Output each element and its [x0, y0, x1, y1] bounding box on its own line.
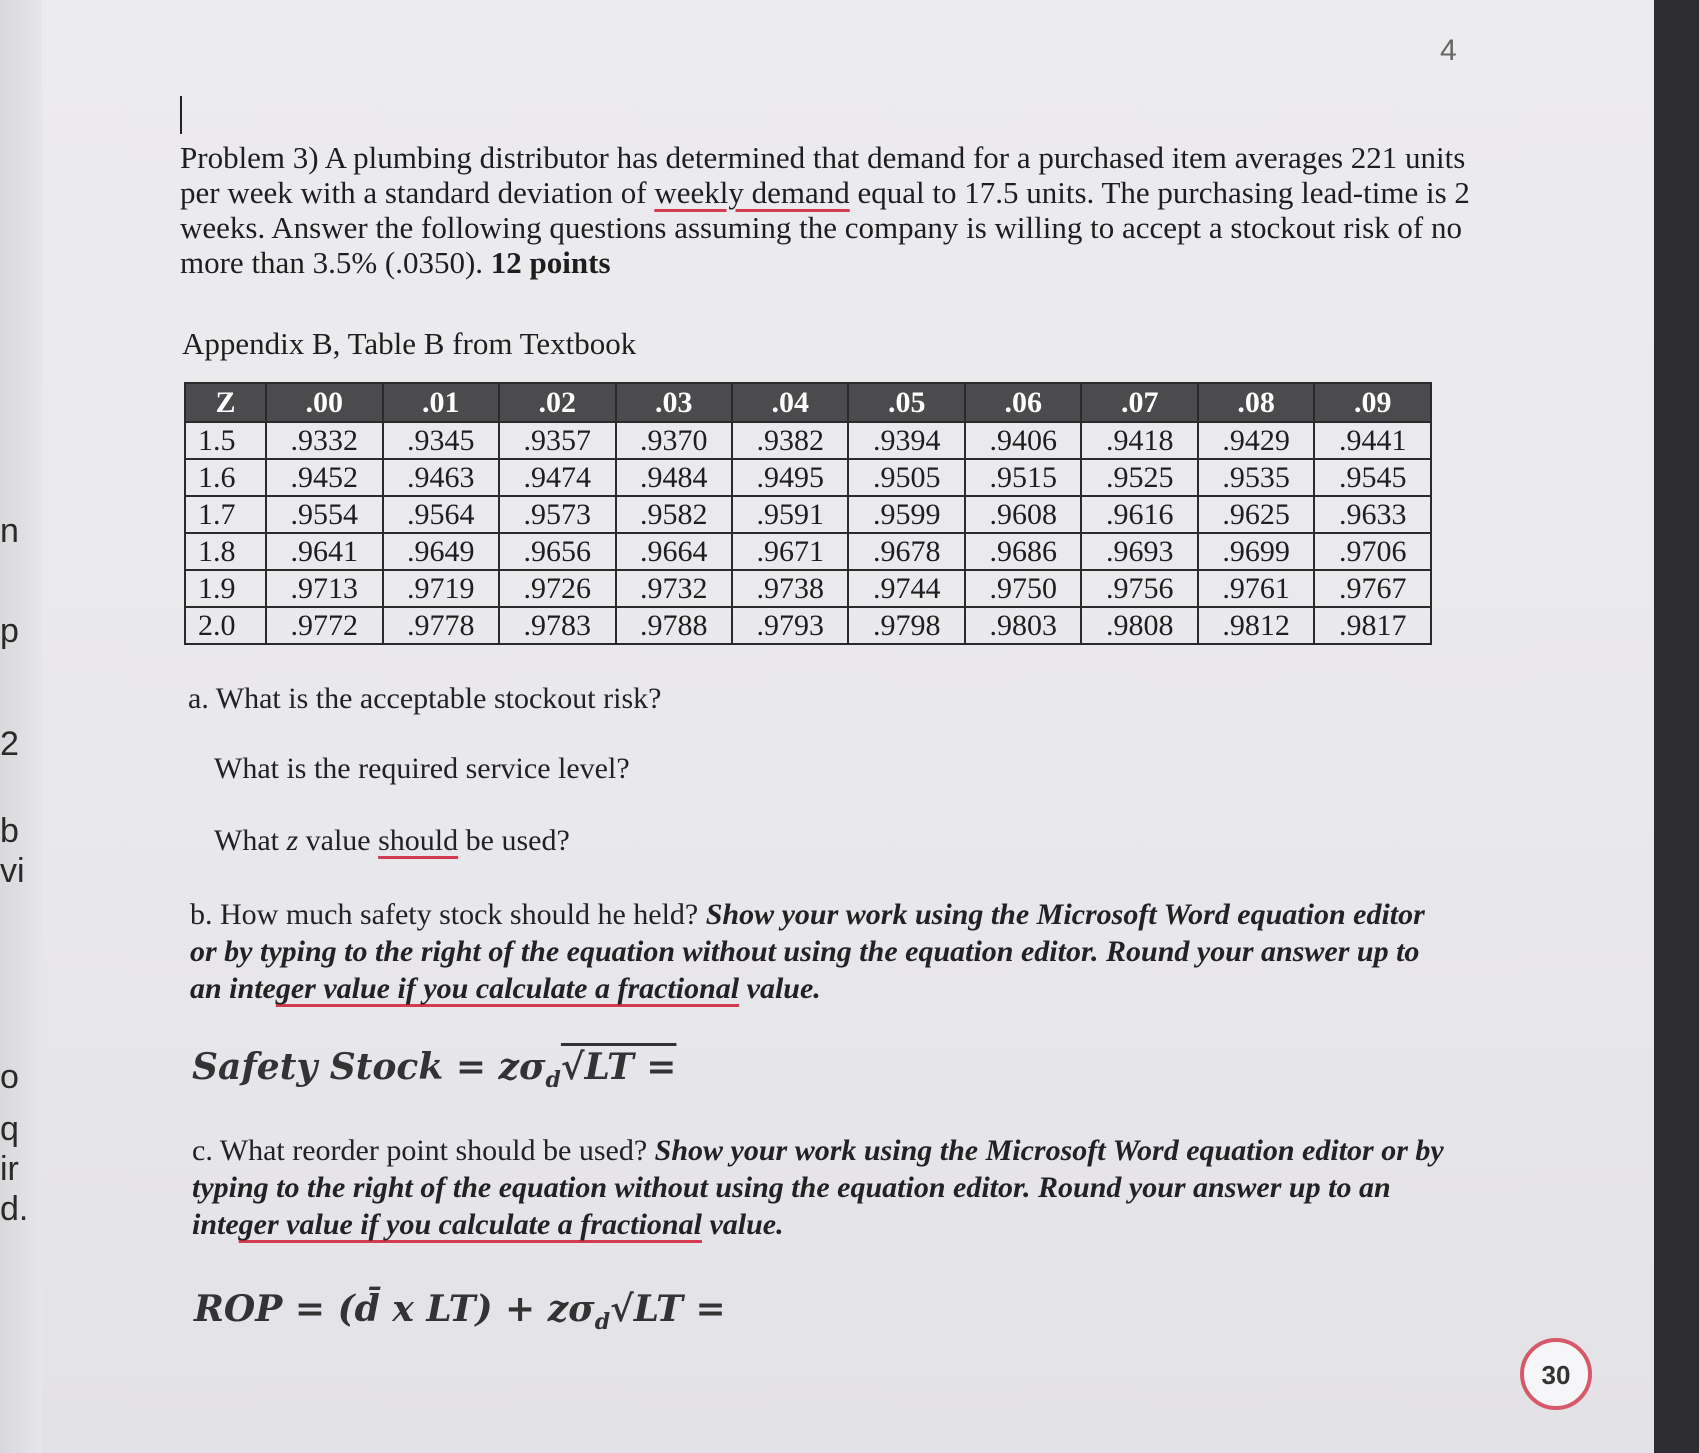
probability-cell: .9756: [1081, 570, 1197, 607]
z-value-cell: 1.6: [185, 459, 266, 496]
equation-subscript: d: [594, 1309, 611, 1336]
probability-cell: .9744: [848, 570, 964, 607]
probability-cell: .9772: [266, 607, 382, 644]
question-c-line: typing to the right of the equation without using the equation editor. Round your answer up to an: [192, 1171, 1391, 1204]
probability-cell: .9641: [266, 533, 382, 570]
spellcheck-underlined-text: should: [378, 824, 459, 857]
equation-text: √LT =: [610, 1288, 726, 1330]
question-text: be used?: [458, 824, 570, 857]
probability-cell: .9699: [1198, 533, 1314, 570]
z-table-header: .03: [616, 383, 732, 422]
probability-cell: .9452: [266, 459, 382, 496]
z-table-header: Z: [185, 383, 266, 422]
z-table-header-row: [185, 383, 1431, 422]
problem-line: [180, 175, 1490, 210]
problem-line: [180, 245, 1490, 280]
z-table-row: [185, 570, 1431, 607]
probability-cell: .9649: [383, 533, 499, 570]
probability-cell: .9793: [732, 607, 848, 644]
probability-cell: .9671: [732, 533, 848, 570]
problem-statement[interactable]: [180, 140, 1490, 280]
equation-text: ROP = (d̄ x LT) + zσ: [194, 1288, 595, 1330]
spellcheck-underlined-text: ger value if you calculate a fractional: [275, 972, 740, 1005]
reorder-point-equation[interactable]: [194, 1288, 726, 1335]
probability-cell: .9599: [848, 496, 964, 533]
probability-cell: .9564: [383, 496, 499, 533]
z-table: [184, 382, 1432, 645]
z-table-header: .08: [1198, 383, 1314, 422]
z-table-header: .09: [1314, 383, 1431, 422]
probability-cell: .9429: [1198, 422, 1314, 459]
z-table-header: .05: [848, 383, 964, 422]
problem-text: per week with a standard deviation of: [180, 175, 655, 210]
probability-cell: .9495: [732, 459, 848, 496]
probability-cell: .9525: [1081, 459, 1197, 496]
probability-cell: .9693: [1081, 533, 1197, 570]
z-value-cell: 2.0: [185, 607, 266, 644]
probability-cell: .9738: [732, 570, 848, 607]
question-text: value: [298, 824, 379, 857]
probability-cell: .9515: [965, 459, 1081, 496]
question-text: c. What reorder point should be used?: [192, 1134, 655, 1167]
page-number: 4: [1440, 34, 1457, 67]
probability-cell: .9783: [499, 607, 615, 644]
instruction-text: value.: [701, 1208, 784, 1241]
probability-cell: .9817: [1314, 607, 1431, 644]
z-value-cell: 1.7: [185, 496, 266, 533]
z-table-row: [185, 533, 1431, 570]
question-c-line: [192, 1132, 1502, 1169]
probability-cell: .9812: [1198, 607, 1314, 644]
probability-cell: .9767: [1314, 570, 1431, 607]
probability-cell: .9474: [499, 459, 615, 496]
probability-cell: .9625: [1198, 496, 1314, 533]
z-value-cell: 1.8: [185, 533, 266, 570]
question-c: [192, 1132, 1502, 1243]
probability-cell: .9608: [965, 496, 1081, 533]
probability-cell: .9798: [848, 607, 964, 644]
safety-stock-equation[interactable]: [192, 1046, 676, 1093]
question-text: What: [214, 824, 287, 857]
probability-cell: .9808: [1081, 607, 1197, 644]
probability-cell: .9686: [965, 533, 1081, 570]
spellcheck-underlined-text: weekly demand: [654, 175, 850, 210]
probability-cell: .9382: [732, 422, 848, 459]
probability-cell: .9582: [616, 496, 732, 533]
z-table-header: .06: [965, 383, 1081, 422]
probability-cell: .9554: [266, 496, 382, 533]
problem-line: Problem 3) A plumbing distributor has determined that demand for a purchased item averages 221 units: [180, 140, 1466, 175]
problem-line: weeks. Answer the following questions assuming the company is willing to accept a stockout risk of no: [180, 210, 1462, 245]
probability-cell: .9441: [1314, 422, 1431, 459]
strip-glyph: q: [0, 1110, 19, 1148]
probability-cell: .9345: [383, 422, 499, 459]
question-b-line: [190, 970, 1490, 1007]
probability-cell: .9719: [383, 570, 499, 607]
z-value-cell: 1.9: [185, 570, 266, 607]
strip-glyph: 2: [0, 725, 19, 763]
question-a-z-value: [214, 824, 570, 858]
z-table-header: .01: [383, 383, 499, 422]
probability-cell: .9463: [383, 459, 499, 496]
probability-cell: .9484: [616, 459, 732, 496]
strip-glyph: d.: [0, 1190, 29, 1228]
equation-subscript: d: [545, 1067, 561, 1094]
question-b-line: or by typing to the right of the equation without using the equation editor. Round your answer up to: [190, 935, 1420, 968]
question-b-line: [190, 896, 1490, 933]
equation-text: Safety Stock = zσ: [192, 1046, 546, 1088]
badge-count: 30: [1541, 1360, 1571, 1390]
probability-cell: .9616: [1081, 496, 1197, 533]
strip-glyph: o: [0, 1058, 19, 1096]
probability-cell: .9535: [1198, 459, 1314, 496]
question-b: [190, 896, 1490, 1007]
probability-cell: .9357: [499, 422, 615, 459]
z-table-row: [185, 607, 1431, 644]
probability-cell: .9418: [1081, 422, 1197, 459]
probability-cell: .9656: [499, 533, 615, 570]
probability-cell: .9545: [1314, 459, 1431, 496]
z-table-header: .04: [732, 383, 848, 422]
probability-cell: .9803: [965, 607, 1081, 644]
probability-cell: .9788: [616, 607, 732, 644]
probability-cell: .9732: [616, 570, 732, 607]
probability-cell: .9664: [616, 533, 732, 570]
appendix-title: Appendix B, Table B from Textbook: [182, 326, 637, 361]
instruction-text: an inte: [190, 972, 276, 1005]
z-table-header: .00: [266, 383, 382, 422]
instruction-text: Show your work using the Microsoft Word equation editor: [705, 898, 1425, 931]
probability-cell: .9778: [383, 607, 499, 644]
z-table-header: .02: [499, 383, 615, 422]
points-label: 12 points: [490, 245, 611, 280]
spellcheck-underlined-text: ger value if you calculate a fractional: [238, 1208, 702, 1241]
z-table-row: [185, 422, 1431, 459]
probability-cell: .9370: [616, 422, 732, 459]
probability-cell: .9505: [848, 459, 964, 496]
notification-badge[interactable]: [1520, 1338, 1592, 1410]
previous-page-strip: [0, 0, 42, 1453]
probability-cell: .9573: [499, 496, 615, 533]
equation-text: √LT =: [560, 1046, 677, 1088]
problem-text: equal to 17.5 units. The purchasing lead-time is 2: [849, 175, 1470, 210]
probability-cell: .9761: [1198, 570, 1314, 607]
probability-cell: .9706: [1314, 533, 1431, 570]
question-c-line: [192, 1206, 1502, 1243]
probability-cell: .9394: [848, 422, 964, 459]
strip-glyph: vi: [0, 852, 25, 890]
probability-cell: .9713: [266, 570, 382, 607]
question-a: a. What is the acceptable stockout risk?: [188, 682, 662, 715]
strip-glyph: p: [0, 612, 19, 650]
probability-cell: .9406: [965, 422, 1081, 459]
probability-cell: .9750: [965, 570, 1081, 607]
problem-text: more than 3.5% (.0350).: [180, 245, 491, 280]
z-table-header: .07: [1081, 383, 1197, 422]
probability-cell: .9633: [1314, 496, 1431, 533]
z-symbol: z: [286, 824, 299, 857]
instruction-text: value.: [739, 972, 821, 1005]
strip-glyph: n: [0, 512, 19, 550]
text-cursor: [180, 96, 182, 134]
probability-cell: .9678: [848, 533, 964, 570]
strip-glyph: ir: [0, 1150, 19, 1188]
probability-cell: .9591: [732, 496, 848, 533]
z-table-row: [185, 496, 1431, 533]
probability-cell: .9332: [266, 422, 382, 459]
z-value-cell: 1.5: [185, 422, 266, 459]
z-table-row: [185, 459, 1431, 496]
instruction-text: Show your work using the Microsoft Word equation editor or by: [654, 1134, 1444, 1167]
strip-glyph: b: [0, 812, 19, 850]
question-a-service-level: What is the required service level?: [214, 752, 630, 785]
screen-edge: [1654, 0, 1699, 1453]
instruction-text: inte: [192, 1208, 239, 1241]
question-text: b. How much safety stock should he held?: [190, 898, 706, 931]
probability-cell: .9726: [499, 570, 615, 607]
